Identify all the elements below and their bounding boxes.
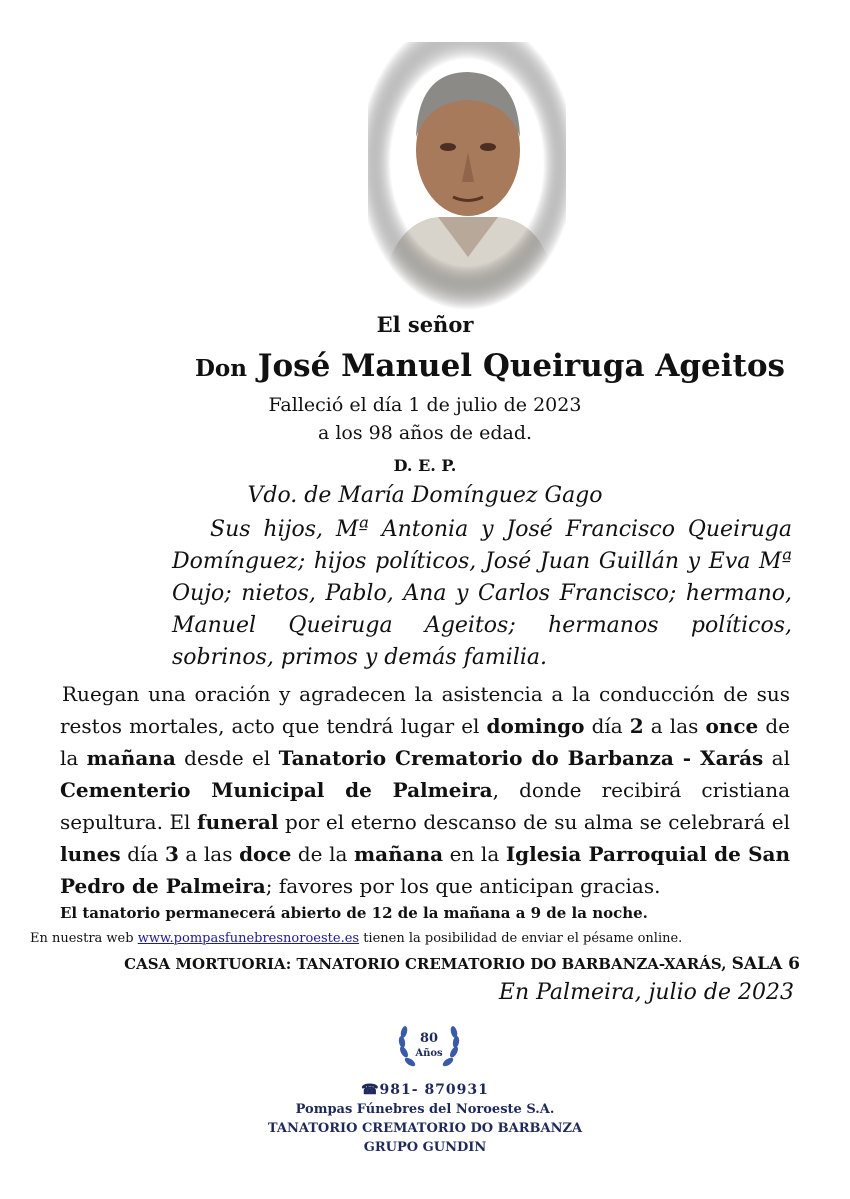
death-date: Falleció el día 1 de julio de 2023: [268, 394, 582, 416]
family-list: Sus hijos, Mª Antonia y José Francisco Queiruga Domínguez; hijos políticos, José Juan Guillán y Eva Mª Oujo; nietos, Pablo, Ana y Carlos Francisco; hermano, Manuel Queiruga Ageitos; hermanos políticos, sobrinos, primos y demás familia.: [172, 517, 792, 670]
svg-text:80: 80: [419, 1031, 439, 1046]
dep: D. E. P.: [393, 456, 457, 475]
portrait-photo: [368, 42, 566, 310]
company-name: Pompas Fúnebres del Noroeste S.A.: [295, 1102, 555, 1117]
age: a los 98 años de edad.: [317, 422, 533, 444]
title-small: El señor: [376, 312, 474, 337]
deceased-name-line: [95, 348, 850, 384]
web-line: En nuestra web www.pompasfunebresnoroeste.es tienen la posibilidad de enviar el pésame online.: [30, 931, 683, 946]
announcement-body: Ruegan una oración y agradecen la asistencia a la conducción de sus restos mortales, acto que tendrá lugar el domingo día 2 a las once de la mañana desde el Tanatorio Crematorio do Barbanza - Xarás al Cementerio Municipal de Palmeira, donde recibirá cristiana sepultura. El funeral por el eterno descanso de su alma se celebrará el lunes día 3 a las doce de la mañana en la Iglesia Parroquial de San Pedro de Palmeira; favores por los que anticipan gracias.: [60, 682, 791, 898]
casa-mortuoria: CASA MORTUORIA: TANATORIO CREMATORIO DO BARBANZA-XARÁS, SALA 6: [124, 954, 800, 974]
website-link[interactable]: www.pompasfunebresnoroeste.es: [137, 931, 360, 946]
sala: SALA 6: [731, 954, 800, 974]
tanatorio-name: TANATORIO CREMATORIO DO BARBANZA: [267, 1121, 583, 1136]
place-date: En Palmeira, julio de 2023: [498, 980, 794, 1005]
honorific: Don: [194, 355, 247, 382]
opening-hours: El tanatorio permanecerá abierto de 12 de la mañana a 9 de la noche.: [60, 904, 648, 922]
80-anos-emblem-icon: [394, 1014, 464, 1076]
deceased-name: José Manuel Queiruga Ageitos: [257, 348, 786, 384]
group-name: GRUPO GUNDIN: [363, 1140, 487, 1155]
phone: ☎981- 870931: [361, 1082, 489, 1098]
widow-line: Vdo. de María Domínguez Gago: [247, 483, 603, 508]
svg-text:Años: Años: [415, 1048, 443, 1059]
